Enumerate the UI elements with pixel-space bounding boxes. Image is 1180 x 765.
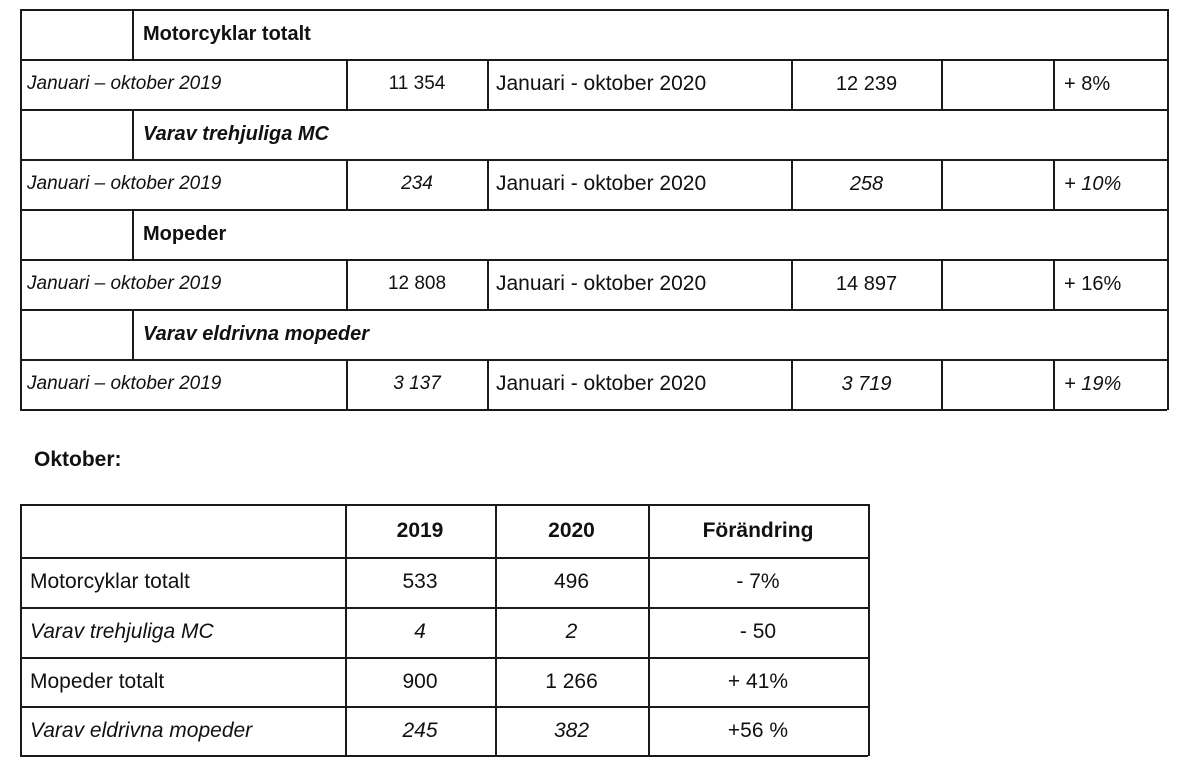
row-value-2019: 533 bbox=[402, 570, 438, 593]
row-value-2020: 2 bbox=[565, 620, 578, 643]
row-label: Mopeder totalt bbox=[30, 669, 165, 693]
row-change: +56 % bbox=[727, 718, 789, 742]
data-row-divider bbox=[1053, 359, 1055, 409]
period-2020-label: Januari - oktober 2020 bbox=[496, 172, 707, 195]
table-border-left bbox=[20, 9, 22, 410]
section-title: Varav eldrivna mopeder bbox=[143, 322, 370, 345]
data-row-divider bbox=[487, 59, 489, 109]
data-row-divider bbox=[941, 259, 943, 309]
period-2019-label: Januari – oktober 2019 bbox=[27, 173, 222, 194]
row-change: - 50 bbox=[739, 620, 777, 643]
row-border bbox=[20, 755, 868, 757]
row-value-2019: 4 bbox=[414, 620, 426, 643]
data-row-divider bbox=[487, 359, 489, 409]
value-2019: 12 808 bbox=[387, 273, 447, 294]
title-row-divider bbox=[132, 9, 134, 59]
row-value-2020: 382 bbox=[553, 718, 590, 742]
period-2020-label: Januari - oktober 2020 bbox=[496, 272, 707, 295]
value-2020: 12 239 bbox=[835, 72, 898, 95]
row-label: Varav trehjuliga MC bbox=[30, 620, 214, 643]
value-2020: 258 bbox=[849, 172, 884, 195]
title-row-divider bbox=[132, 309, 134, 359]
period-2020-label: Januari - oktober 2020 bbox=[496, 372, 707, 395]
header-corner bbox=[20, 504, 345, 557]
row-value-2020: 1 266 bbox=[545, 669, 598, 693]
title-row-divider bbox=[132, 109, 134, 159]
row-value-2020: 496 bbox=[553, 570, 590, 593]
value-2019: 11 354 bbox=[388, 73, 446, 94]
change-percent: + 10% bbox=[1064, 172, 1122, 195]
section-title: Mopeder bbox=[143, 222, 227, 245]
row-label: Varav eldrivna mopeder bbox=[30, 718, 253, 742]
row-value-2019: 245 bbox=[402, 718, 438, 742]
header-2019: 2019 bbox=[396, 518, 444, 542]
data-row-divider bbox=[487, 259, 489, 309]
change-percent: + 16% bbox=[1064, 272, 1122, 295]
period-2019-label: Januari – oktober 2019 bbox=[27, 373, 222, 394]
change-percent: + 8% bbox=[1064, 72, 1111, 95]
column-border bbox=[868, 504, 870, 756]
data-row-divider bbox=[941, 159, 943, 209]
row-border bbox=[20, 409, 1167, 411]
section-title: Motorcyklar totalt bbox=[143, 22, 311, 45]
data-row-divider bbox=[941, 59, 943, 109]
value-2020: 3 719 bbox=[841, 372, 892, 395]
section-title: Varav trehjuliga MC bbox=[143, 122, 329, 145]
value-2020: 14 897 bbox=[835, 272, 898, 295]
row-label: Motorcyklar totalt bbox=[30, 570, 190, 593]
data-row-divider bbox=[941, 359, 943, 409]
october-heading: Oktober: bbox=[34, 448, 122, 471]
row-change: - 7% bbox=[736, 570, 780, 593]
period-2019-label: Januari – oktober 2019 bbox=[27, 73, 222, 94]
period-2020-label: Januari - oktober 2020 bbox=[496, 72, 707, 95]
header-2020: 2020 bbox=[548, 518, 595, 542]
header-change: Förändring bbox=[702, 518, 814, 542]
value-2019: 3 137 bbox=[393, 373, 441, 394]
title-row-divider bbox=[132, 209, 134, 259]
data-row-divider bbox=[1053, 59, 1055, 109]
change-percent: + 19% bbox=[1064, 372, 1122, 395]
row-change: + 41% bbox=[727, 669, 789, 693]
period-2019-label: Januari – oktober 2019 bbox=[27, 273, 222, 294]
data-row-divider bbox=[1053, 259, 1055, 309]
table-border-right bbox=[1167, 9, 1169, 410]
value-2019: 234 bbox=[401, 173, 433, 194]
row-value-2019: 900 bbox=[402, 669, 438, 693]
data-row-divider bbox=[487, 159, 489, 209]
data-row-divider bbox=[1053, 159, 1055, 209]
